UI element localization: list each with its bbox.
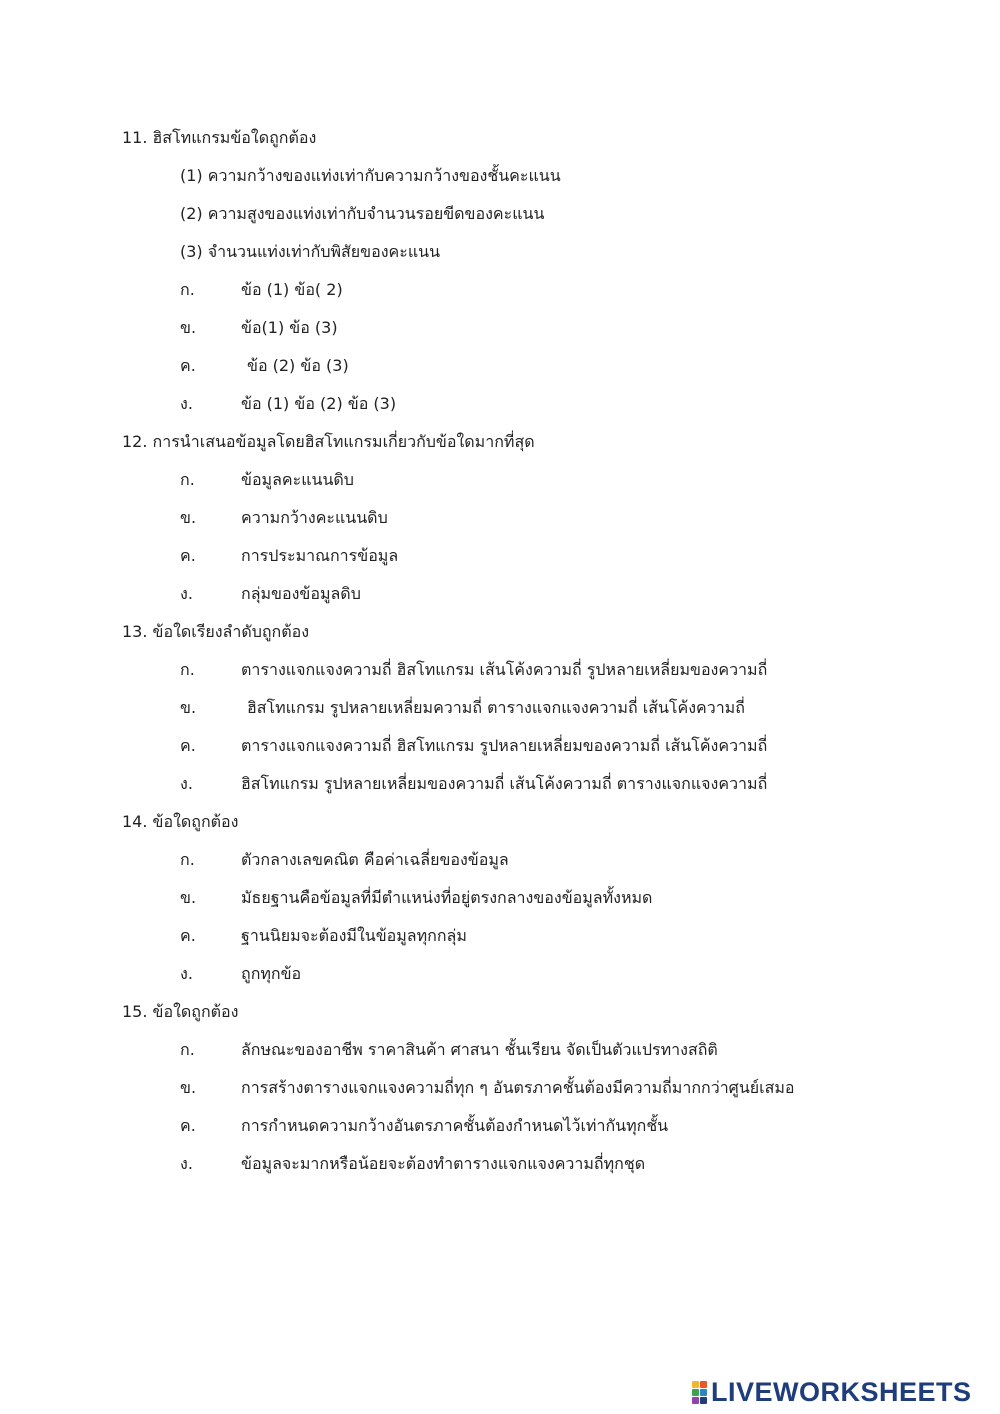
option-text: ข้อ (1) ข้อ (2) ข้อ (3) (241, 394, 397, 413)
question-11-title: 11. ฮิสโทแกรมข้อใดถูกต้อง (122, 128, 317, 147)
logo-square (700, 1397, 707, 1404)
option-letter: ค. (180, 926, 196, 945)
option-text: ถูกทุกข้อ (241, 964, 302, 983)
option-text: ฮิสโทแกรม รูปหลายเหลี่ยมของความถี่ เส้นโค้งความถี่ ตารางแจกแจงความถี่ (241, 774, 768, 793)
option-text: ความกว้างคะแนนดิบ (241, 508, 388, 527)
option-letter: ข. (180, 318, 197, 337)
option-text: กลุ่มของข้อมูลดิบ (241, 584, 361, 603)
question-13-title: 13. ข้อใดเรียงลำดับถูกต้อง (122, 622, 310, 641)
logo-square (692, 1389, 699, 1396)
option-letter: ค. (180, 1116, 196, 1135)
option-text: ข้อ (2) ข้อ (3) (247, 356, 349, 375)
option-letter: ง. (180, 1154, 193, 1173)
logo-text: LIVEWORKSHEETS (711, 1377, 972, 1407)
option-letter: ก. (180, 660, 195, 679)
option-letter: ง. (180, 584, 193, 603)
option-letter: ก. (180, 470, 195, 489)
option-text: ฐานนิยมจะต้องมีในข้อมูลทุกกลุ่ม (241, 926, 467, 945)
question-11-statement-3: (3) จำนวนแท่งเท่ากับพิสัยของคะแนน (180, 242, 441, 261)
option-text: ฮิสโทแกรม รูปหลายเหลี่ยมความถี่ ตารางแจกแจงความถี่ เส้นโค้งความถี่ (247, 698, 745, 717)
question-12-title: 12. การนำเสนอข้อมูลโดยฮิสโทแกรมเกี่ยวกับข้อใดมากที่สุด (122, 432, 535, 451)
option-text: ข้อมูลคะแนนดิบ (241, 470, 354, 489)
option-letter: ข. (180, 508, 197, 527)
question-14-title: 14. ข้อใดถูกต้อง (122, 812, 239, 831)
logo-square (692, 1397, 699, 1404)
option-letter: ข. (180, 1078, 197, 1097)
option-letter: ค. (180, 356, 196, 375)
option-text: ลักษณะของอาชีพ ราคาสินค้า ศาสนา ชั้นเรียน จัดเป็นตัวแปรทางสถิติ (241, 1040, 718, 1059)
option-text: ข้อ(1) ข้อ (3) (241, 318, 338, 337)
option-letter: ง. (180, 964, 193, 983)
option-text: การสร้างตารางแจกแจงความถี่ทุก ๆ อันตรภาคชั้นต้องมีความถี่มากกว่าศูนย์เสมอ (241, 1078, 795, 1097)
logo-square (700, 1389, 707, 1396)
question-11-statement-2: (2) ความสูงของแท่งเท่ากับจำนวนรอยขีดของคะแนน (180, 204, 545, 223)
logo-square (700, 1381, 707, 1388)
option-text: ตัวกลางเลขคณิต คือค่าเฉลี่ยของข้อมูล (241, 850, 509, 869)
option-letter: ข. (180, 888, 197, 907)
option-letter: ค. (180, 546, 196, 565)
option-text: ข้อ (1) ข้อ( 2) (241, 280, 343, 299)
option-text: การประมาณการข้อมูล (241, 546, 399, 565)
option-letter: ก. (180, 850, 195, 869)
liveworksheets-logo (692, 1377, 972, 1407)
logo-mark-icon (692, 1381, 707, 1404)
option-letter: ก. (180, 280, 195, 299)
option-letter: ข. (180, 698, 197, 717)
option-letter: ง. (180, 774, 193, 793)
question-11-statement-1: (1) ความกว้างของแท่งเท่ากับความกว้างของชั้นคะแนน (180, 166, 561, 185)
logo-square (692, 1381, 699, 1388)
option-text: มัธยฐานคือข้อมูลที่มีตำแหน่งที่อยู่ตรงกลางของข้อมูลทั้งหมด (241, 888, 653, 907)
option-letter: ค. (180, 736, 196, 755)
option-text: ตารางแจกแจงความถี่ ฮิสโทแกรม เส้นโค้งความถี่ รูปหลายเหลี่ยมของความถี่ (241, 660, 768, 679)
option-text: ข้อมูลจะมากหรือน้อยจะต้องทำตารางแจกแจงความถี่ทุกชุด (241, 1154, 646, 1173)
option-letter: ง. (180, 394, 193, 413)
option-text: ตารางแจกแจงความถี่ ฮิสโทแกรม รูปหลายเหลี่ยมของความถี่ เส้นโค้งความถี่ (241, 736, 768, 755)
option-letter: ก. (180, 1040, 195, 1059)
option-text: การกำหนดความกว้างอันตรภาคชั้นต้องกำหนดไว้เท่ากันทุกชั้น (241, 1116, 669, 1135)
question-15-title: 15. ข้อใดถูกต้อง (122, 1002, 239, 1021)
